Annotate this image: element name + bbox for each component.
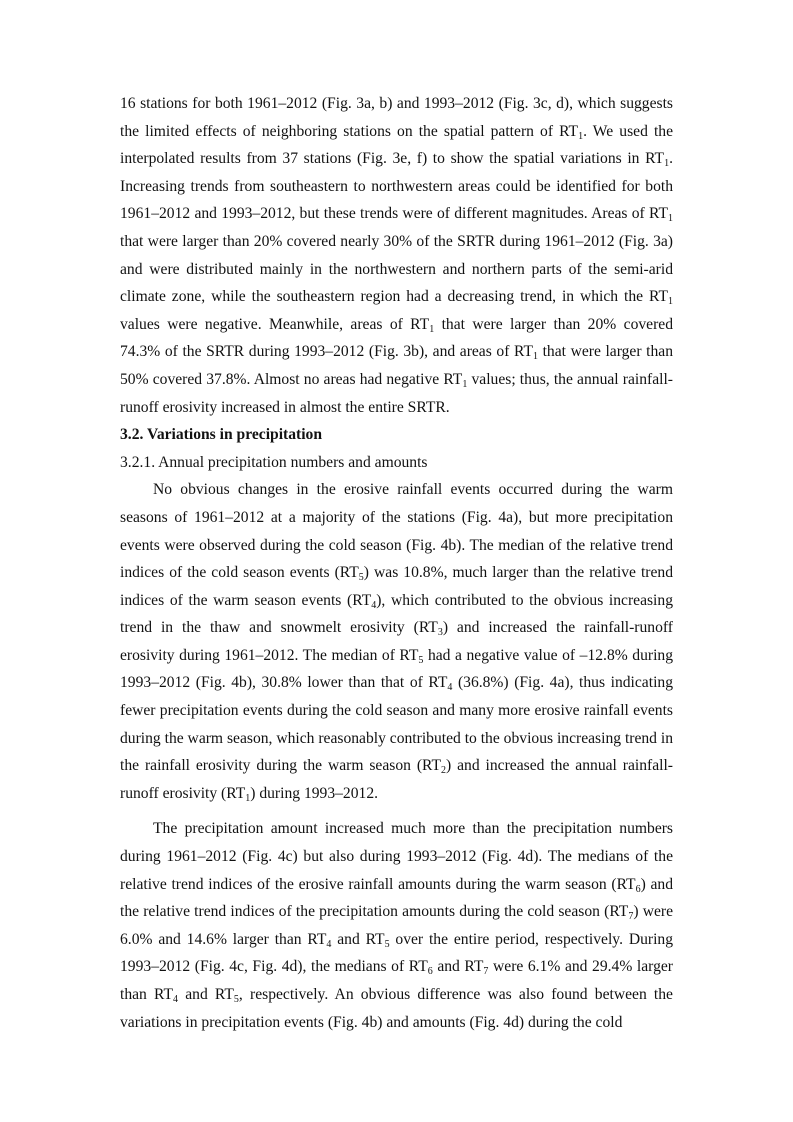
document-page (120, 90, 673, 1036)
paragraph-spatial-variations: 16 stations for both 1961–2012 (Fig. 3a, b) and 1993–2012 (Fig. 3c, d), which suggests the limited effects of neighboring stations on the spatial pattern of $RT_1$. We used the interpolated results from 37 stations (Fig. 3e, f) to show the spatial variations in $RT_1$. Increasing trends from southeastern to northwestern areas could be identified for both 1961–2012 and 1993–2012, but these trends were of different magnitudes. Areas of $RT_1$ that were larger than 20% covered nearly 30% of the SRTR during 1961–2012 (Fig. 3a) and were distributed mainly in the northwestern and northern parts of the semi-arid climate zone, while the southeastern region had a decreasing trend, in which the $RT_1$ values were negative. Meanwhile, areas of $RT_1$ that were larger than 20% covered 74.3% of the SRTR during 1993–2012 (Fig. 3b), and areas of $RT_1$ that were larger than 50% covered 37.8%. Almost no areas had negative $RT_1$ values; thus, the annual rainfall-runoff erosivity increased in almost the entire SRTR. (120, 95, 673, 416)
paragraph-precipitation-amounts: The precipitation amount increased much more than the precipitation numbers during 1961–2012 (Fig. 4c) but also during 1993–2012 (Fig. 4d). The medians of the relative trend indices of the erosive rainfall amounts during the warm season $(RT_6)$ and the relative trend indices of the precipitation amounts during the cold season $(RT_7)$ were 6.0% and 14.6% larger than $RT_4$ and $RT_5$ over the entire period, respectively. During 1993–2012 (Fig. 4c, Fig. 4d), the medians of $RT_6$ and $RT_7$ were 6.1% and 29.4% larger than $RT_4$ and $RT_5$, respectively. An obvious difference was also found between the variations in precipitation events (Fig. 4b) and amounts (Fig. 4d) during the cold (120, 820, 674, 1031)
paragraph-precipitation-events: No obvious changes in the erosive rainfall events occurred during the warm seasons of 1961–2012 at a majority of the stations (Fig. 4a), but more precipitation events were observed during the cold season (Fig. 4b). The median of the relative trend indices of the cold season events $(RT_5)$ was 10.8%, much larger than the relative trend indices of the warm season events $(RT_4)$, which contributed to the obvious increasing trend in the thaw and snowmelt erosivity $(RT_3)$ and increased the rainfall-runoff erosivity during 1961–2012. The median of $RT_5$ had a negative value of –12.8% during 1993–2012 (Fig. 4b), 30.8% lower than that of $RT_4$ (36.8%) (Fig. 4a), thus indicating fewer precipitation events during the cold season and many more erosive rainfall events during the warm season, which reasonably contributed to the obvious increasing trend in the rainfall erosivity during the warm season $(RT_2)$ and increased the annual rainfall-runoff erosivity $(RT_1)$ during 1993–2012. (120, 481, 674, 804)
subsection-heading: 3.2.1. Annual precipitation numbers and amounts (120, 453, 428, 471)
section-heading: 3.2. Variations in precipitation (120, 426, 323, 444)
